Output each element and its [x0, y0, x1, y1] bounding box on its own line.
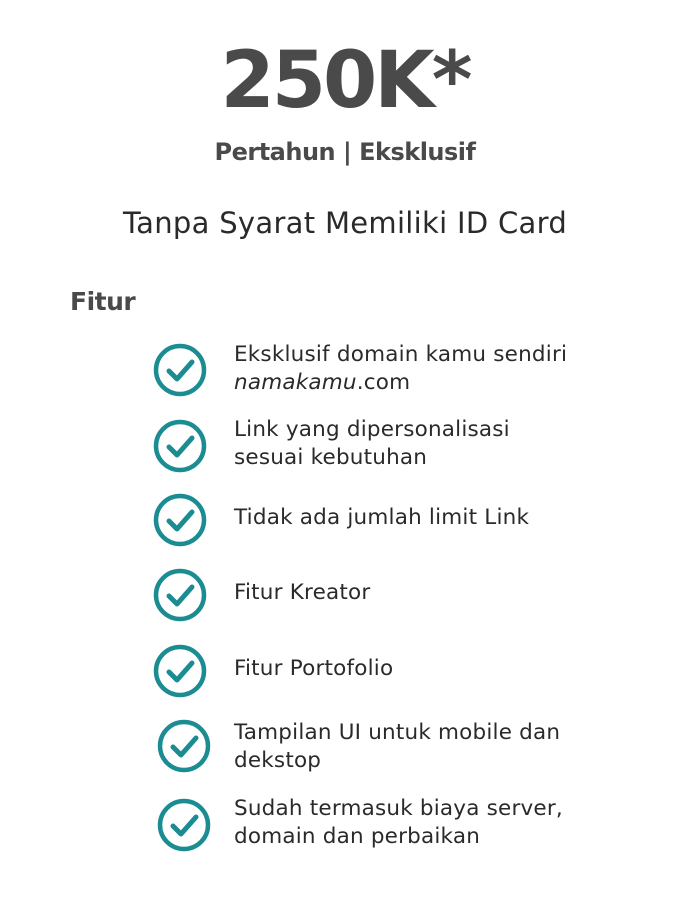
price: 250K*	[220, 36, 470, 126]
feature-label: Fitur Kreator	[234, 580, 371, 605]
check-circle-icon	[156, 797, 212, 853]
check-circle-icon	[152, 418, 208, 474]
feature-item	[0, 416, 690, 476]
check-circle-icon	[152, 643, 208, 699]
check-circle-icon	[156, 718, 212, 774]
feature-label: Eksklusif domain kamu sendiri	[234, 342, 568, 367]
feature-item	[0, 718, 690, 778]
feature-item	[0, 567, 690, 627]
feature-label: Tidak ada jumlah limit Link	[234, 505, 530, 530]
domain-example: namakamu	[234, 370, 357, 395]
check-circle-icon	[152, 567, 208, 623]
section-title: Fitur	[70, 287, 136, 316]
feature-item	[0, 643, 690, 703]
feature-label: Fitur Portofolio	[234, 656, 394, 681]
feature-label: Tampilan UI untuk mobile dan	[234, 720, 561, 745]
feature-item	[0, 795, 690, 855]
feature-item	[0, 492, 690, 552]
feature-label-line2: dekstop	[234, 748, 322, 773]
feature-label-line2: namakamu.com	[234, 370, 411, 395]
feature-item	[0, 340, 690, 400]
check-circle-icon	[152, 492, 208, 548]
check-circle-icon	[152, 342, 208, 398]
feature-label-line2: domain dan perbaikan	[234, 824, 481, 849]
feature-label: Link yang dipersonalisasi	[234, 417, 510, 442]
feature-label-line2: sesuai kebutuhan	[234, 445, 428, 470]
subtitle: Tanpa Syarat Memiliki ID Card	[122, 206, 568, 240]
feature-label: Sudah termasuk biaya server,	[234, 796, 563, 821]
period-label: Pertahun | Eksklusif	[214, 138, 476, 166]
